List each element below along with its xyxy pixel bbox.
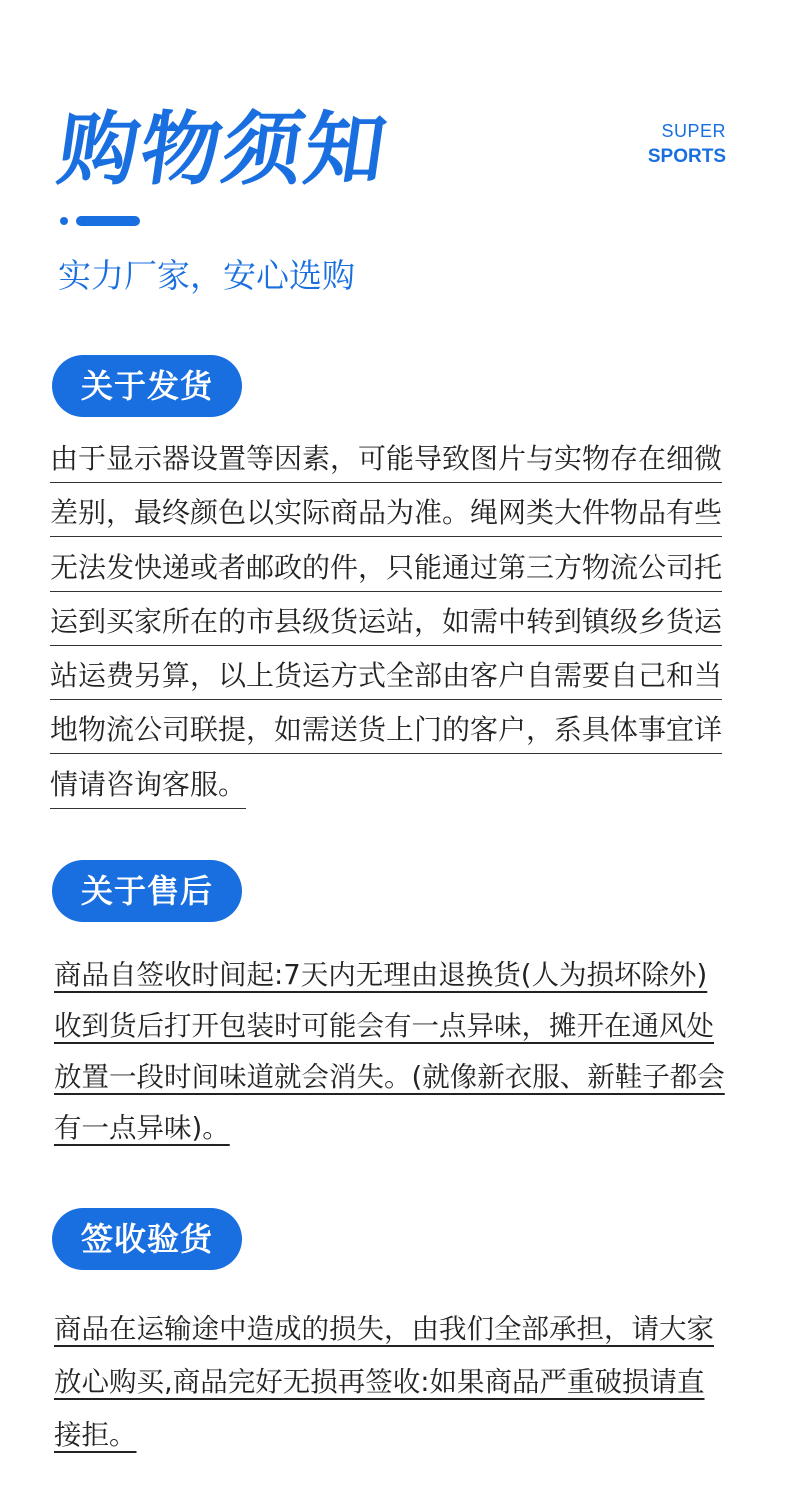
- text-line: 情请咨询客服。: [50, 758, 722, 812]
- page-title: 购物须知: [52, 103, 394, 196]
- text-line: 无法发快递或者邮政的件，只能通过第三方物流公司托: [50, 541, 722, 595]
- text-line: 商品在运输途中造成的损失，由我们全部承担，请大家: [54, 1313, 714, 1345]
- section-heading-shipping: 关于发货: [52, 355, 242, 417]
- brand-super: SUPER: [661, 121, 726, 141]
- text-line: 收到货后打开包装时可能会有一点异味，摊开在通风处: [54, 1010, 714, 1042]
- text-line: 站运费另算，以上货运方式全部由客户自需要自己和当: [50, 649, 722, 703]
- after-sales-text: [54, 950, 725, 1154]
- text-line: 商品自签收时间起:7天内无理由退换货(人为损坏除外): [54, 959, 708, 991]
- decorative-dot: [60, 217, 68, 225]
- text-line: 放心购买,商品完好无损再签收:如果商品严重破损请直: [54, 1366, 705, 1398]
- section-heading-inspection: 签收验货: [52, 1208, 242, 1270]
- text-line: 运到买家所在的市县级货运站，如需中转到镇级乡货运: [50, 595, 722, 649]
- text-line: 差别，最终颜色以实际商品为准。绳网类大件物品有些: [50, 486, 722, 540]
- text-line: 有一点异味)。: [54, 1112, 230, 1144]
- text-line: 接拒。: [54, 1419, 137, 1451]
- section-heading-after-sales: 关于售后: [52, 860, 242, 922]
- text-line: 放置一段时间味道就会消失。(就像新衣服、新鞋子都会: [54, 1061, 725, 1093]
- inspection-text: [54, 1303, 714, 1462]
- text-line: 地物流公司联提，如需送货上门的客户，系具体事宜详: [50, 703, 722, 757]
- text-line: 由于显示器设置等因素，可能导致图片与实物存在细微: [50, 432, 722, 486]
- decorative-dash: [76, 216, 140, 226]
- brand-sports: SPORTS: [647, 146, 726, 167]
- shipping-text: [50, 432, 722, 812]
- page-subtitle: 实力厂家，安心选购: [58, 256, 355, 295]
